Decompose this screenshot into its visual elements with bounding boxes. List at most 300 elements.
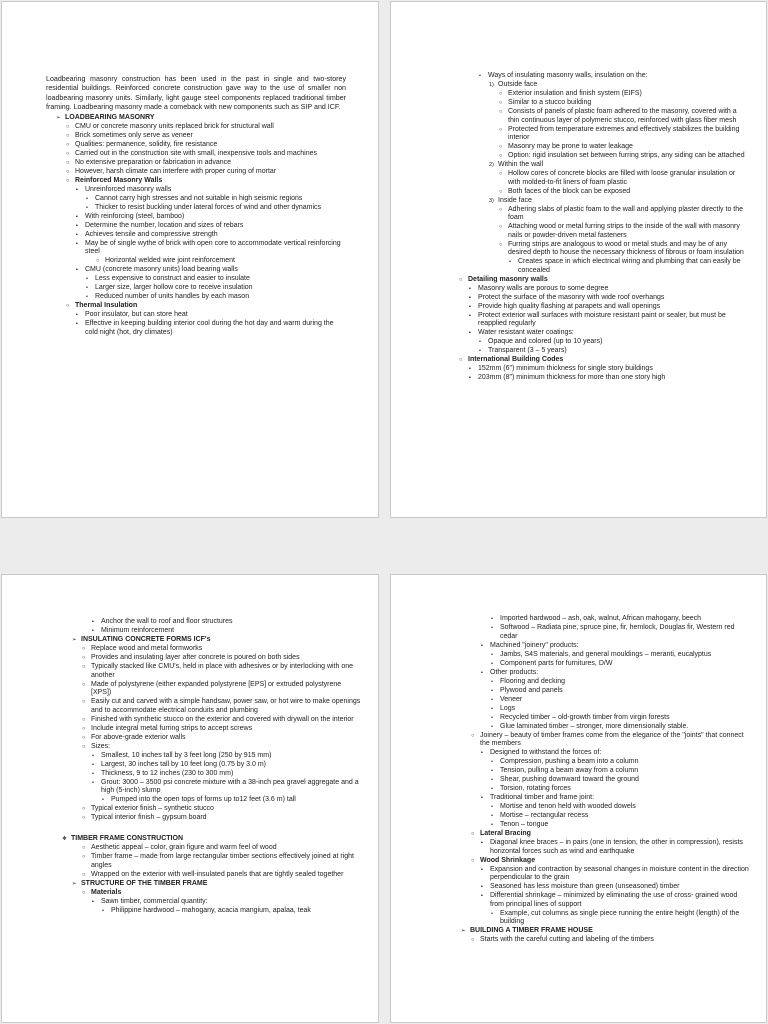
list-item-text: Poor insulator, but can store heat [85, 311, 188, 319]
list-item [451, 678, 751, 687]
list-item [62, 805, 362, 814]
bullet-icon: ▪ [76, 321, 78, 328]
outline-list-page-1 [46, 114, 346, 338]
bullet-icon: ○ [499, 91, 503, 97]
bullet-icon: ▪ [76, 240, 78, 247]
bullet-icon: • [102, 907, 104, 914]
list-item [62, 698, 362, 716]
bullet-icon: • [491, 813, 493, 819]
list-item-text: 203mm (8") minimum thickness for more than one story high [478, 374, 666, 381]
bullet-icon: • [491, 910, 493, 917]
bullet-icon: • [491, 759, 493, 765]
list-item-text: Veneer [500, 695, 523, 703]
list-item [451, 660, 751, 669]
list-item [46, 159, 346, 168]
list-item [62, 663, 362, 681]
list-item-text: Protected from temperature extremes and effectively stabilizes the building interior [508, 125, 740, 142]
section-heading: Thermal Insulation [75, 302, 138, 310]
list-item-text: Provide high quality flashing at parapets and wall openings [478, 302, 661, 310]
list-item-text: Machined "joinery" products: [490, 641, 579, 649]
list-item-text: Plywood and panels [500, 686, 563, 694]
bullet-icon: ▪ [92, 619, 94, 625]
list-item-text: Protect exterior wall surfaces with moisture resistant paint or sealer, but must be reapplied regularly [478, 311, 726, 328]
list-item [451, 936, 751, 945]
list-item [62, 814, 362, 823]
list-item [449, 81, 749, 90]
list-item-text: Attaching wood or metal furring strips to the inside of the wall with masonry nails or powder-driven metal fasteners [508, 223, 740, 239]
list-item [62, 636, 362, 645]
list-item [449, 108, 749, 126]
list-item-text: Determine the number, location and sizes of rebars [85, 221, 244, 229]
list-item-text: Compression, pushing a beam into a column [500, 758, 639, 765]
list-item [62, 796, 362, 805]
list-item-text: Philippine hardwood – mahogany, acacia mangium, apalaa, teak [111, 906, 311, 914]
list-item-text: Designed to withstand the forces of: [490, 749, 602, 756]
bullet-icon: ○ [499, 206, 503, 213]
list-item [449, 365, 749, 374]
list-item [449, 356, 749, 365]
list-item-text: Anchor the wall to roof and floor structures [101, 618, 233, 625]
list-item [451, 857, 751, 866]
list-item [46, 168, 346, 177]
list-item-text: Larger size, larger hollow core to receive insulation [95, 284, 253, 292]
list-item [62, 770, 362, 779]
list-item-text: Creates space in which electrical wiring and plumbing that can easily be concealed [518, 258, 741, 274]
list-item-text: Carried out in the construction site with small, inexpensive tools and machines [75, 149, 318, 157]
list-item-text: Inside face [498, 196, 532, 204]
bullet-icon: ▪ [92, 898, 94, 905]
list-item [451, 687, 751, 696]
list-item-text: Opaque and colored (up to 10 years) [488, 338, 603, 345]
list-item [46, 195, 346, 204]
bullet-icon: ○ [82, 743, 86, 750]
list-item-text: Ways of insulating masonry walls, insulation on the: [488, 72, 648, 79]
bullet-icon: • [509, 259, 511, 265]
list-item [449, 347, 749, 356]
list-item [449, 206, 749, 224]
list-item [46, 240, 346, 258]
list-item [449, 329, 749, 338]
list-item-text: Cannot carry high stresses and not suitable in high seismic regions [95, 194, 303, 202]
bullet-icon: ○ [82, 806, 86, 812]
list-item-text: Typical interior finish – gypsum board [91, 814, 207, 821]
bullet-icon: ○ [499, 144, 503, 150]
section-heading: BUILDING A TIMBER FRAME HOUSE [470, 927, 593, 934]
list-item [62, 645, 362, 654]
list-item-text: Less expensive to construct and easier to insulate [95, 275, 250, 283]
bullet-icon: ▪ [469, 312, 471, 319]
list-item-text: With reinforcing (steel, bamboo) [85, 212, 185, 220]
bullet-icon: ○ [499, 224, 503, 230]
list-item-text: Option: rigid insulation set between furring strips, any siding can be attached [508, 152, 745, 159]
bullet-icon: ▪ [92, 628, 94, 634]
list-item [451, 830, 751, 839]
page-2-content [449, 72, 749, 383]
bullet-icon: ○ [499, 171, 503, 177]
bullet-icon: ○ [82, 845, 86, 851]
list-item [46, 177, 346, 186]
bullet-icon: ▪ [481, 669, 483, 676]
list-item-text: Jambs, S4S materials, and general mouldings – meranti, eucalyptus [500, 650, 712, 658]
bullet-icon: ▪ [481, 893, 483, 899]
list-item [449, 99, 749, 108]
list-item [46, 213, 346, 222]
list-item [451, 812, 751, 821]
list-item-text: Largest, 30 inches tall by 10 feet long (0.75 by 3.0 m) [101, 760, 266, 768]
bullet-icon: ○ [66, 132, 70, 139]
bullet-icon: ○ [82, 655, 86, 661]
list-item-text: Thicker to resist buckling under lateral forces of wind and other dynamics [95, 203, 322, 211]
list-item-text: Seasoned has less moisture than green (unseasoned) timber [490, 883, 680, 890]
bullet-icon: ○ [82, 681, 86, 688]
list-item [62, 716, 362, 725]
list-item-text: Typical exterior finish – synthetic stucco [91, 805, 214, 812]
list-item [62, 627, 362, 636]
list-item-text: Diagonal knee braces – in pairs (one in tension, the other in compression), resists horizontal forces such as wind and earthquake [490, 839, 743, 855]
list-item [46, 114, 346, 123]
section-heading: INSULATING CONCRETE FORMS ICF's [81, 636, 211, 643]
list-item-text: Reduced number of units handles by each mason [95, 293, 250, 301]
bullet-icon: ▪ [481, 884, 483, 890]
bullet-icon: • [86, 195, 88, 202]
list-item-text: Joinery – beauty of timber frames come from the elegance of the "joints" that connect the members [480, 731, 744, 748]
outline-list-page-4 [451, 615, 751, 945]
bullet-icon: ▪ [469, 303, 471, 310]
section-heading: Lateral Bracing [480, 830, 531, 837]
list-item-text: CMU or concrete masonry units replaced brick for structural wall [75, 122, 274, 130]
list-item [451, 883, 751, 892]
list-item-text: Recycled timber – old-growth timber from virgin forests [500, 713, 670, 721]
list-item-text: Logs [500, 704, 516, 712]
list-item-text: Consists of panels of plastic foam adhered to the masonry, covered with a thin continuous layer of polymeric stucco, reinforced with glass fiber mesh [508, 108, 737, 124]
bullet-icon: ○ [82, 871, 86, 878]
bullet-icon: ○ [82, 725, 86, 732]
bullet-icon: ▪ [481, 840, 483, 846]
section-heading: STRUCTURE OF THE TIMBER FRAME [81, 879, 208, 887]
list-item [449, 223, 749, 241]
list-item [451, 821, 751, 830]
bullet-icon: ▪ [469, 285, 471, 292]
list-item-text: Protect the surface of the masonry with wide roof overhangs [478, 293, 665, 301]
list-item [451, 714, 751, 723]
list-item [62, 654, 362, 663]
list-item [451, 803, 751, 812]
page-4-content [451, 615, 751, 945]
list-item [451, 776, 751, 785]
bullet-icon: ○ [471, 857, 475, 864]
list-item [451, 651, 751, 660]
document-page-3 [1, 574, 379, 1023]
list-item [46, 275, 346, 284]
bullet-icon: ➢ [56, 114, 61, 121]
list-item-text: Smallest, 10 inches tall by 3 feet long (250 by 915 mm) [101, 751, 272, 759]
bullet-icon: ▪ [481, 866, 483, 873]
list-item [46, 123, 346, 132]
list-item [46, 204, 346, 213]
bullet-icon: ○ [82, 854, 86, 860]
list-item [62, 853, 362, 871]
section-heading: Materials [91, 888, 122, 896]
list-item-text: Horizontal welded wire joint reinforcement [105, 257, 235, 265]
list-item [451, 615, 751, 624]
bullet-icon: ▪ [76, 186, 78, 193]
section-heading: International Building Codes [468, 356, 564, 363]
bullet-icon: ❖ [62, 836, 67, 842]
list-item-text: Flooring and decking [500, 677, 565, 685]
bullet-icon: ○ [499, 109, 503, 115]
list-item [46, 293, 346, 302]
bullet-icon: • [491, 786, 493, 792]
outline-list-page-3 [62, 618, 362, 916]
bullet-icon: • [491, 714, 493, 721]
intro-paragraph: Loadbearing masonry construction has been used in the past in single and two-storey residential buildings. Reinforced concrete construction gave way to the use of smaller non loadbearing masonry units. Similarly, light gauge steel components replaced traditional timber framing. Loadbearing masonry made a comeback with new components such as SIP and ICF. [46, 75, 346, 112]
list-item-text: Hollow cores of concrete blocks are filled with loose granular insulation or with molded-to-fit liners of foam plastic [508, 170, 736, 186]
list-item [62, 752, 362, 761]
list-item [451, 785, 751, 794]
bullet-icon: • [102, 797, 104, 803]
list-item-text: Replace wood and metal formworks [91, 645, 203, 652]
bullet-icon: ▪ [76, 213, 78, 220]
bullet-icon: ○ [82, 716, 86, 723]
list-item [451, 705, 751, 714]
list-item [62, 779, 362, 797]
list-item [46, 266, 346, 275]
list-item [62, 743, 362, 752]
bullet-icon: ▪ [481, 750, 483, 756]
list-item-text: Imported hardwood – ash, oak, walnut, African mahogany, beech [500, 615, 702, 622]
list-item-text: Other products: [490, 668, 539, 676]
bullet-icon: • [92, 761, 94, 768]
list-item-text: Mortise and tenon held with wooded dowels [500, 803, 636, 810]
list-item [451, 767, 751, 776]
list-item [449, 285, 749, 294]
bullet-icon: • [491, 777, 493, 783]
list-item [62, 844, 362, 853]
bullet-icon: ○ [471, 732, 475, 739]
list-item-text: However, harsh climate can interfere with proper curing of mortar [75, 167, 277, 175]
section-heading: Detailing masonry walls [468, 275, 548, 283]
list-item [449, 143, 749, 152]
bullet-icon: ○ [82, 664, 86, 670]
list-item-text: Tension, pulling a beam away from a column [500, 767, 639, 774]
list-item [451, 927, 751, 936]
list-item [62, 880, 362, 889]
list-item [451, 892, 751, 910]
list-item-text: Furring strips are analogous to wood or metal studs and may be of any desired depth to house the necessary thickness of fibrous or foam insulation [508, 240, 744, 257]
bullet-icon: ○ [82, 734, 86, 741]
bullet-icon: • [491, 723, 493, 730]
list-item-text: Within the wall [498, 161, 544, 168]
bullet-icon: • [491, 696, 493, 703]
list-item-text: Softwood – Radiata pine, spruce pine, fir, hemlock, Douglas fir, Western red cedar [500, 624, 735, 640]
list-item [46, 132, 346, 141]
bullet-icon: ▪ [469, 294, 471, 301]
bullet-icon: ○ [66, 168, 70, 175]
document-page-4 [390, 574, 767, 1023]
list-item-text: Both faces of the block can be exposed [508, 187, 631, 195]
list-item-text: Similar to a stucco building [508, 99, 592, 106]
list-item [449, 294, 749, 303]
list-item-text: Provides and insulating layer after concrete is poured on both sides [91, 654, 300, 661]
list-item [449, 241, 749, 259]
document-page-1 [1, 1, 379, 518]
bullet-icon: 2) [489, 162, 494, 168]
list-item [449, 188, 749, 197]
list-item [46, 222, 346, 231]
bullet-icon: • [491, 616, 493, 622]
list-item [451, 866, 751, 884]
list-item-text: Effective in keeping building interior cool during the hot day and warm during the cold night (hot, dry climates) [85, 320, 334, 336]
list-item [451, 732, 751, 750]
bullet-icon: 3) [489, 197, 494, 204]
list-item-text: Typically stacked like CMU's, held in place with adhesives or by interlocking with one another [91, 663, 354, 679]
bullet-icon: • [86, 276, 88, 283]
bullet-icon: ▪ [469, 375, 471, 381]
list-item [62, 725, 362, 734]
bullet-icon: • [92, 752, 94, 759]
list-item [451, 749, 751, 758]
list-item-text: Unreinforced masonry walls [85, 185, 172, 193]
list-item [449, 303, 749, 312]
list-item [62, 907, 362, 916]
list-item [451, 624, 751, 642]
bullet-icon: ○ [471, 937, 475, 943]
document-page-2 [390, 1, 767, 518]
list-item [62, 889, 362, 898]
list-item-text: Finished with synthetic stucco on the exterior and covered with drywall on the interior [91, 715, 354, 723]
list-item-text: No extensive preparation or fabrication in advance [75, 158, 232, 166]
bullet-icon: • [491, 768, 493, 774]
list-item [449, 170, 749, 188]
list-item [46, 320, 346, 338]
bullet-icon: ○ [499, 241, 503, 248]
bullet-icon: • [86, 294, 88, 301]
list-item [46, 150, 346, 159]
list-item-text: Outside face [498, 81, 538, 88]
list-item-text: Transparent (3 – 5 years) [488, 347, 567, 354]
bullet-icon: ▪ [76, 267, 78, 274]
bullet-icon: ○ [66, 141, 70, 148]
list-item-text: Achieves tensile and compressive strength [85, 230, 218, 238]
section-heading: TIMBER FRAME CONSTRUCTION [71, 835, 183, 842]
list-item-text: Thickness, 9 to 12 inches (230 to 300 mm) [101, 769, 234, 777]
list-item [62, 734, 362, 743]
list-item [46, 302, 346, 311]
bullet-icon: • [86, 204, 88, 211]
list-item-text: Include integral metal furring strips to accept screws [91, 724, 253, 732]
list-item-text: Timber frame – made from large rectangular timber sections effectively joined at right angles [91, 853, 355, 869]
list-item-text: Masonry may be prone to water leakage [508, 143, 633, 150]
list-item-text: Masonry walls are porous to some degree [478, 284, 609, 292]
bullet-icon: • [491, 678, 493, 685]
list-item [46, 284, 346, 293]
list-item-text: Brick sometimes only serve as veneer [75, 131, 193, 139]
list-item-text: CMU (concrete masonry units) load bearing walls [85, 266, 238, 274]
list-item [449, 72, 749, 81]
list-item [46, 231, 346, 240]
list-item [449, 338, 749, 347]
list-item-text: Torsion, rotating forces [500, 785, 571, 792]
list-item [46, 257, 346, 266]
list-item [449, 258, 749, 276]
list-item [449, 374, 749, 383]
bullet-icon: ○ [459, 357, 463, 363]
bullet-icon: ○ [471, 831, 475, 837]
bullet-icon: ▪ [481, 642, 483, 649]
list-item [449, 197, 749, 206]
bullet-icon: • [86, 285, 88, 292]
list-item [449, 152, 749, 161]
bullet-icon: ▪ [469, 366, 471, 372]
bullet-icon: ○ [82, 815, 86, 821]
list-item-text: Grout: 3000 – 3500 psi concrete mixture with a 38-inch pea gravel aggregate and a high (5-inch) slump [101, 778, 359, 795]
bullet-icon: ○ [82, 889, 86, 896]
list-item-text: Shear, pushing downward toward the ground [500, 776, 639, 783]
list-item-text: Example, cut columns as single piece running the entire height (length) of the building [500, 909, 740, 926]
list-item [451, 839, 751, 857]
bullet-icon: • [491, 804, 493, 810]
bullet-icon: ▪ [76, 312, 78, 319]
bullet-icon: 1) [489, 82, 494, 88]
bullet-icon: ○ [499, 153, 503, 159]
list-item-text: Made of polystyrene (either expanded polystyrene [EPS] or extruded polystyrene [XPS]) [91, 680, 342, 697]
list-item [451, 910, 751, 928]
list-item [46, 311, 346, 320]
bullet-icon: ▪ [76, 222, 78, 229]
bullet-icon: • [491, 705, 493, 712]
section-heading: Reinforced Masonry Walls [75, 176, 163, 184]
list-item [46, 141, 346, 150]
list-item-text: Water resistant water coatings: [478, 329, 574, 336]
bullet-icon: • [479, 73, 481, 79]
outline-list-page-2 [449, 72, 749, 383]
list-item-text: Aesthetic appeal – color, grain figure and warm feel of wood [91, 844, 277, 851]
bullet-icon: ○ [66, 177, 70, 184]
bullet-icon: ▪ [481, 795, 483, 801]
list-item-text: Exterior insulation and finish system (EIFS) [508, 90, 642, 97]
list-item [451, 794, 751, 803]
list-item-text: Mortise – rectangular recess [500, 812, 589, 819]
bullet-icon: • [92, 779, 94, 786]
list-item [449, 126, 749, 144]
bullet-icon: ○ [82, 699, 86, 705]
list-item [62, 871, 362, 880]
list-item [62, 761, 362, 770]
list-item [62, 898, 362, 907]
bullet-icon: ○ [66, 159, 70, 166]
list-item-text: May be of single wythe of brick with open core to accommodate vertical reinforcing steel [85, 239, 341, 256]
section-heading: LOADBEARING MASONRY [65, 113, 155, 121]
bullet-icon: ○ [66, 150, 70, 157]
list-item-text: Wrapped on the exterior with well-insulated panels that are tightly sealed together [91, 870, 344, 878]
page-1-content [46, 75, 346, 338]
list-item-text: Easily cut and carved with a simple handsaw, power saw, or hot wire to make openings and to accommodate electrical conduits and plumbing [91, 698, 361, 714]
bullet-icon: ○ [96, 258, 100, 265]
bullet-icon: • [479, 348, 481, 354]
list-item [62, 681, 362, 699]
bullet-icon: ○ [499, 126, 503, 133]
list-item-text: Expansion and contraction by seasonal changes in moisture content in the direction perpendicular to the grain [490, 865, 749, 882]
section-heading: Wood Shrinkage [480, 856, 536, 864]
list-item-text: Differential shrinkage – minimized by eliminating the use of cross- grained wood from principal lines of support [490, 892, 738, 908]
bullet-icon: ➢ [72, 880, 77, 887]
list-item [449, 312, 749, 330]
list-item [62, 835, 362, 844]
list-item [449, 276, 749, 285]
list-item [451, 696, 751, 705]
list-item [451, 758, 751, 767]
list-item [449, 161, 749, 170]
